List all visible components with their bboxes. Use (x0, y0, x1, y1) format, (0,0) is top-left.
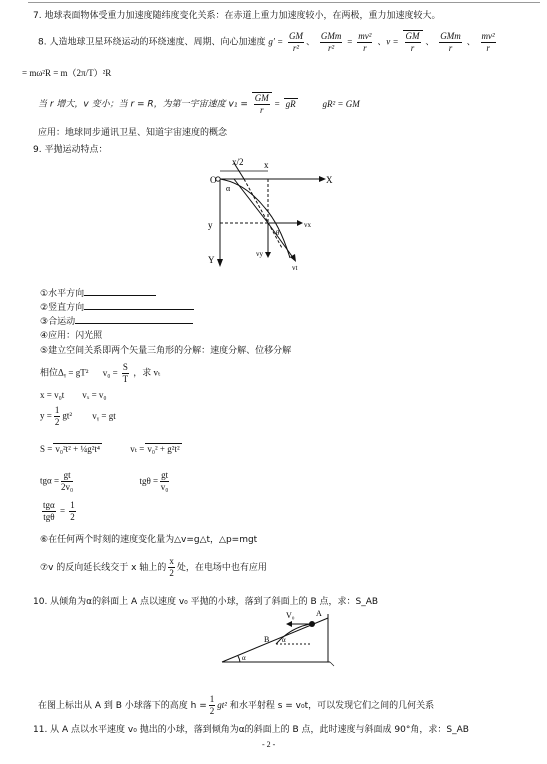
formula-row-5: tgα = $\frac{gt}{\text{2v₀}}$ tgθ = $\frac{gt}{\text{v₀}}$ (40, 470, 169, 492)
sqrt-gm-r: $\frac{GM}{r}$ (403, 30, 423, 54)
line-8-intro: 8. 人造地球卫星环绕运动的环绕速度、周期、向心加速度 (38, 37, 266, 48)
formula-row-4: S = v₀²t² + ¼g²t⁴ vₜ = v₀² + g²t² (40, 444, 180, 454)
gr2-gm: gR² = GM (322, 98, 360, 109)
formula-row-3: y = $\frac{1}{2}$ gt² vᵧ = gt (40, 405, 116, 427)
page-number: - 2 - (262, 740, 276, 749)
fraction-mv2-r: $\frac{\text{mv²}}{r}$ (358, 30, 372, 53)
label-vy: vy (256, 250, 263, 258)
fraction-gmm-r: $\frac{\text{GMm}}{r}$ (440, 30, 461, 53)
label-y: y (208, 220, 213, 230)
label-A: A (316, 609, 322, 618)
label-Y: Y (208, 255, 215, 265)
line-height: 在图上标出从 A 到 B 小球落下的高度 h = $\frac{1}{2}$ gt² 和水平射程 s = v₀t，可以发现它们之间的几何关系 (38, 694, 435, 716)
label-alpha: α (226, 184, 231, 193)
item-decomposition: ⑤建立空间关系即两个矢量三角形的分解：速度分解、位移分解 (40, 346, 292, 356)
fraction-mv2-r-2: $\frac{\text{mv²}}{r}$ (481, 30, 495, 53)
line-8: 8. 人造地球卫星环绕运动的环绕速度、周期、向心加速度 g′ = $\frac{GM}{\text{r²}}$ 、 $\frac{\text{GMm}}{\text{r²}}$ = $\frac{\text{mv²}}{r}$ 、v = $\frac{GM}{r}$ 、 $\frac{\text{GMm}}{r}$ 、 $\frac{\text{mv²}}{r}$ (38, 30, 495, 53)
top-rule (28, 2, 540, 3)
label-vx: vx (304, 221, 311, 229)
label-theta: θ (276, 229, 280, 237)
label-v0: V₀ (286, 611, 295, 620)
formula-row-1: 相位Δᵧ = gT² v₀ = $\frac{S}{T}$ ，求 vₜ (40, 362, 161, 384)
sqrt-gr: gR (285, 98, 296, 109)
line-r-increase: 当 r 增大，v 变小；当 r = R，为第一宇宙速度 v₁ = $\frac{GM}{r}$ = gR gR² = GM (38, 93, 360, 115)
fraction-gmm-r2: $\frac{\text{GMm}}{\text{r²}}$ (320, 30, 342, 53)
label-alpha-top: α (282, 636, 286, 644)
formula-row-6: $\frac{\text{tgα}}{\text{tgθ}}$ = $\frac{1}{2}$ (43, 500, 75, 522)
line-11: 11. 从 A 点以水平速度 v₀ 抛出的小球，落到倾角为α的斜面上的 B 点，此时速度与斜面成 90°角，求：S_AB (33, 725, 469, 735)
incline-diagram (218, 606, 338, 668)
item-6: ⑥在任何两个时刻的速度变化量为△v=g△t，△p=mgt (40, 535, 258, 545)
item-7: ⑦v 的反向延长线交于 x 轴上的 $\frac{x}{2}$ 处，在电场中也有应用 (40, 556, 267, 578)
projectile-diagram (200, 153, 340, 276)
label-B: B (264, 635, 270, 644)
label-vt: vt (292, 264, 298, 272)
line-8-continuation: = mω²R = m（2π/T）²R (22, 68, 112, 78)
label-X: X (326, 175, 333, 185)
label-x-half: x/2 (232, 157, 244, 167)
line-9: 9. 平抛运动特点： (33, 145, 108, 155)
label-alpha-base: α (242, 654, 246, 662)
g-label: g′ = (268, 36, 284, 47)
sqrt-first-cosmic: $\frac{GM}{r}$ (252, 92, 272, 116)
item-application: ④应用：闪光照 (40, 331, 103, 341)
formula-row-2: x = v₀t vₓ = v₀ (40, 390, 107, 400)
line-7: 7. 地球表面物体受重力加速度随纬度变化关系：在赤道上重力加速度较小，在两极，重力加速度较大。 (33, 11, 441, 21)
item-horizontal: ①水平方向 (40, 286, 156, 299)
label-origin: O (210, 175, 217, 185)
item-combined: ③合运动 (40, 314, 193, 327)
line-10: 10. 从倾角为α的斜面上 A 点以速度 v₀ 平抛的小球，落到了斜面上的 B 点，求：S_AB (33, 597, 379, 607)
item-vertical: ②竖直方向 (40, 300, 194, 313)
line-application: 应用：地球同步通讯卫星、知道宇宙速度的概念 (38, 128, 228, 138)
fraction-gm-r2: $\frac{GM}{\text{r²}}$ (289, 30, 303, 53)
label-x: x (264, 160, 269, 170)
